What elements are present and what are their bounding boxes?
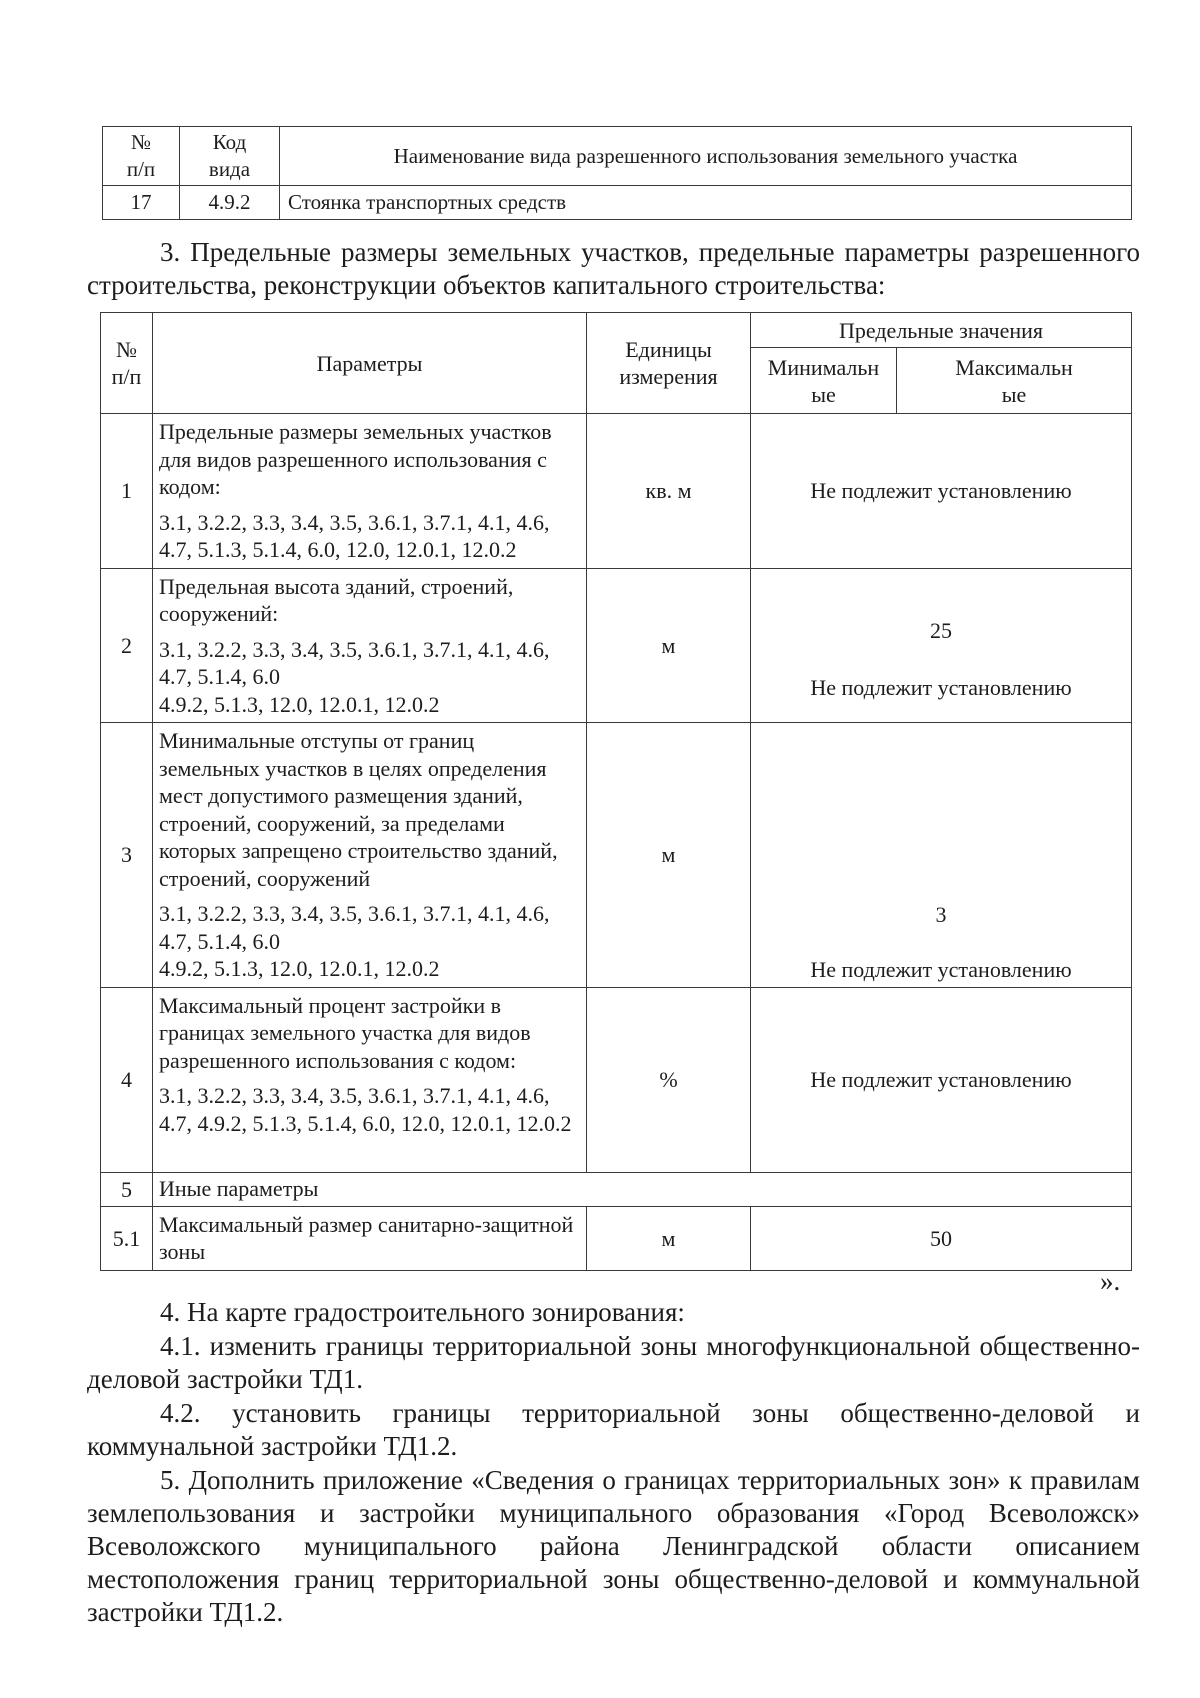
row-unit: кв. м — [587, 414, 751, 569]
parameters-header-row-1 — [101, 313, 1132, 348]
row-param — [153, 723, 587, 988]
bottom-section — [87, 1296, 1140, 1630]
row-unit: % — [587, 987, 751, 1172]
row-codes: 3.1, 3.2.2, 3.3, 3.4, 3.5, 3.6.1, 3.7.1, 4.1, 4.6, 4.7, 5.1.4, 6.0 — [159, 636, 550, 689]
row-value: Не подлежит установлению — [751, 414, 1132, 569]
header-name: Наименование вида разрешенного использования земельного участка — [280, 127, 1132, 186]
section-4-1-text: 4.1. изменить границы территориальной зоны многофункциональной общественно-деловой застройки ТД1. — [87, 1331, 1140, 1394]
header-num — [103, 127, 180, 186]
section-5-text: 5. Дополнить приложение «Сведения о границах территориальных зон» к правилам землепользования и застройки муниципального образования «Город Всеволожск» Всеволожского муниципального района Ленинградской области описанием местоположения границ территориальной зоны общественно-деловой и коммунальной застройки ТД1.2. — [87, 1465, 1140, 1627]
row-num: 3 — [101, 723, 153, 988]
row-codes: 3.1, 3.2.2, 3.3, 3.4, 3.5, 3.6.1, 3.7.1, 4.1, 4.6, 4.7, 5.1.4, 6.0 — [159, 901, 550, 954]
land-use-table — [102, 126, 1132, 220]
row-codes-2: 4.9.2, 5.1.3, 12.0, 12.0.1, 12.0.2 — [159, 956, 440, 981]
section-4-2-text: 4.2. установить границы территориальной зоны общественно-деловой и коммунальной застройки ТД1.2. — [87, 1398, 1140, 1461]
header-min — [751, 348, 897, 414]
header-code-line2: вида — [208, 157, 251, 181]
land-use-table-header — [103, 127, 1132, 186]
header-num-line2: п/п — [111, 364, 142, 389]
section-4-text: 4. На карте градостроительного зонирования: — [160, 1297, 685, 1327]
row-value-cell — [751, 568, 1132, 723]
row-value: Не подлежит установлению — [751, 987, 1132, 1172]
row-value-cell — [751, 723, 1132, 988]
row-code: 4.9.2 — [180, 186, 280, 220]
row-param: Максимальный размер санитарно-защитной зоны — [153, 1206, 587, 1270]
row-num: 5 — [101, 1172, 153, 1206]
row-codes-2: 4.9.2, 5.1.3, 12.0, 12.0.1, 12.0.2 — [159, 691, 440, 717]
row-param — [153, 987, 587, 1172]
section-3-text: 3. Предельные размеры земельных участков, предельные параметры разрешенного строительства, реконструкции объектов капитального строительства: — [87, 237, 1140, 300]
row-desc: Предельные размеры земельных участков для видов разрешенного использования с кодом: — [159, 419, 552, 499]
closing-quote: ». — [1100, 1266, 1121, 1296]
row-value: 50 — [751, 1206, 1132, 1270]
row-num: 1 — [101, 414, 153, 569]
row-unit: м — [587, 568, 751, 723]
header-min-line2: ые — [811, 381, 836, 407]
row-num: 17 — [103, 186, 180, 220]
parameters-table — [100, 312, 1132, 1271]
row-num: 2 — [101, 568, 153, 723]
row-value-2: Не подлежит установлению — [810, 674, 1072, 700]
header-limits: Предельные значения — [751, 313, 1132, 348]
table-row — [103, 186, 1132, 220]
row-desc: Максимальный процент застройки в границах земельного участка для видов разрешенного использования с кодом: — [159, 992, 531, 1073]
row-value: 3 — [935, 901, 947, 927]
header-max-line2: ые — [1001, 381, 1027, 407]
table-row — [101, 1172, 1132, 1206]
row-unit: м — [587, 1206, 751, 1270]
table-row — [101, 568, 1132, 723]
header-num — [101, 313, 153, 414]
header-max-line1: Максимальн — [955, 354, 1073, 380]
table-row — [101, 987, 1132, 1172]
row-param — [153, 568, 587, 723]
row-num: 4 — [101, 987, 153, 1172]
header-units — [587, 313, 751, 414]
header-code-line1: Код — [212, 130, 247, 154]
header-num-line1: № — [130, 130, 152, 154]
section-3-paragraph — [87, 236, 1140, 302]
row-value: 25 — [930, 617, 952, 643]
row-name: Стоянка транспортных средств — [280, 186, 1132, 220]
row-param: Иные параметры — [153, 1172, 1132, 1206]
header-min-line1: Минимальн — [767, 354, 880, 380]
row-param — [153, 414, 587, 569]
header-units-line1: Единицы — [625, 337, 712, 362]
row-num: 5.1 — [101, 1206, 153, 1270]
table-row — [101, 723, 1132, 988]
row-codes: 3.1, 3.2.2, 3.3, 3.4, 3.5, 3.6.1, 3.7.1, 4.1, 4.6, 4.7, 5.1.3, 5.1.4, 6.0, 12.0, 12.0.1, 12.0.2 — [159, 509, 550, 562]
header-num-line2: п/п — [126, 157, 156, 181]
table-row — [101, 1206, 1132, 1270]
row-desc: Предельная высота зданий, строений, сооружений: — [159, 573, 514, 626]
header-max — [897, 348, 1132, 414]
row-unit: м — [587, 723, 751, 988]
row-codes: 3.1, 3.2.2, 3.3, 3.4, 3.5, 3.6.1, 3.7.1, 4.1, 4.6, 4.7, 4.9.2, 5.1.3, 5.1.4, 6.0, 12.0, 12.0.1, 12.0.2 — [159, 1083, 572, 1136]
row-value-2: Не подлежит установлению — [810, 956, 1072, 982]
header-code — [180, 127, 280, 186]
header-units-line2: измерения — [619, 364, 718, 389]
row-desc: Минимальные отступы от границ земельных участков в целях определения мест допустимого размещения зданий, строений, сооружений, за пределами которых запрещено строительство зданий, строений, сооружений — [159, 728, 558, 891]
header-num-line1: № — [116, 337, 137, 362]
header-params: Параметры — [153, 313, 587, 414]
table-row — [101, 414, 1132, 569]
